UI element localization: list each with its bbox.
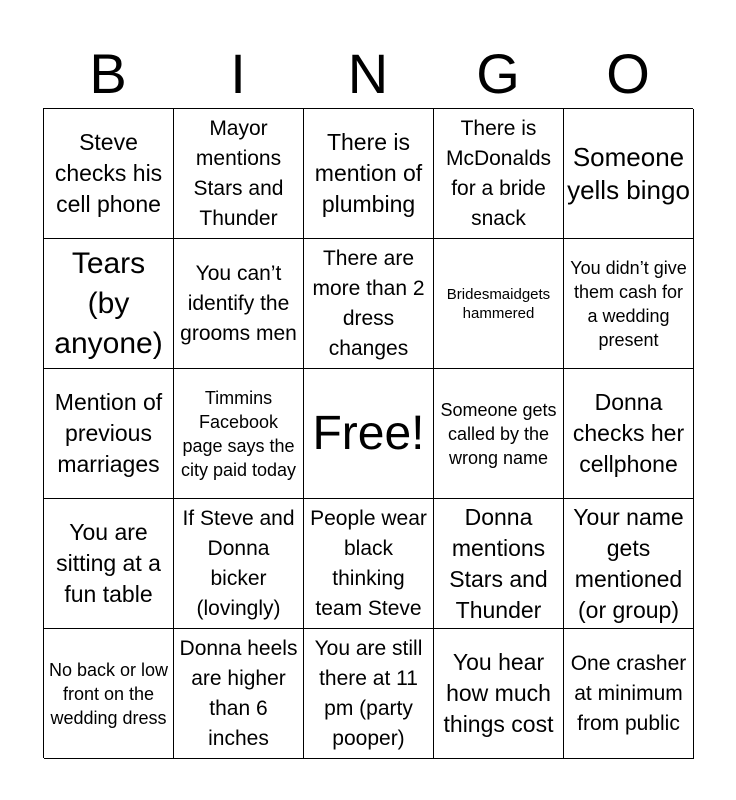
bingo-header <box>43 40 693 108</box>
bingo-cell-text: Someone yells bingo <box>567 141 690 205</box>
header-letter-o: O <box>606 42 650 105</box>
free-space-cell[interactable] <box>304 369 434 499</box>
bingo-cell-text: Free! <box>312 406 425 460</box>
bingo-cell-text: No back or low front on the wedding dress <box>48 659 169 728</box>
bingo-cell-text: Timmins Facebook page says the city paid today <box>180 387 297 480</box>
bingo-cell-text: You are still there at 11 pm (party pooper) <box>314 636 423 750</box>
bingo-cell[interactable] <box>174 239 304 369</box>
bingo-cell[interactable] <box>434 239 564 369</box>
header-letter-b: B <box>89 42 127 105</box>
bingo-cell-text: You didn’t give them cash for a wedding present <box>570 257 687 350</box>
bingo-cell[interactable] <box>174 499 304 629</box>
bingo-cell[interactable] <box>174 629 304 759</box>
bingo-cell-text: Bridesmaidgets hammered <box>446 285 551 322</box>
header-letter-n: N <box>347 42 389 105</box>
bingo-cell[interactable] <box>564 239 694 369</box>
bingo-cell[interactable] <box>44 109 174 239</box>
bingo-cell[interactable] <box>174 369 304 499</box>
bingo-cell-text: If Steve and Donna bicker (lovingly) <box>182 506 295 620</box>
bingo-board <box>43 108 693 758</box>
bingo-cell-text: Tears (by anyone) <box>54 246 163 360</box>
bingo-cell[interactable] <box>44 239 174 369</box>
bingo-cell[interactable] <box>564 109 694 239</box>
bingo-cell-text: There are more than 2 dress changes <box>312 246 425 360</box>
bingo-cell-text: Mayor mentions Stars and Thunder <box>193 116 284 230</box>
bingo-cell[interactable] <box>44 499 174 629</box>
bingo-cell[interactable] <box>304 109 434 239</box>
bingo-cell[interactable] <box>434 369 564 499</box>
bingo-cell-text: You hear how much things cost <box>443 649 554 737</box>
bingo-cell-text: Mention of previous marriages <box>54 389 163 477</box>
bingo-cell-text: One crasher at minimum from public <box>570 651 687 735</box>
bingo-cell[interactable] <box>304 629 434 759</box>
bingo-cell[interactable] <box>44 369 174 499</box>
bingo-cell[interactable] <box>304 499 434 629</box>
bingo-cell[interactable] <box>564 629 694 759</box>
bingo-cell[interactable] <box>304 239 434 369</box>
bingo-cell-text: Steve checks his cell phone <box>54 129 163 217</box>
bingo-cell-text: Someone gets called by the wrong name <box>440 399 557 468</box>
bingo-cell-text: There is mention of plumbing <box>314 129 423 217</box>
bingo-cell[interactable] <box>434 499 564 629</box>
bingo-cell-text: Donna heels are higher than 6 inches <box>179 636 298 750</box>
header-letter-i: I <box>230 42 246 105</box>
bingo-cell-text: Donna mentions Stars and Thunder <box>449 503 548 623</box>
bingo-cell-text: You can’t identify the grooms men <box>180 261 297 345</box>
header-letter-g: G <box>476 42 520 105</box>
bingo-cell-text: You are sitting at a fun table <box>56 519 161 607</box>
bingo-cell-text: People wear black thinking team Steve <box>310 506 427 620</box>
bingo-cell-text: Donna checks her cellphone <box>572 389 685 477</box>
bingo-cell-text: There is McDonalds for a bride snack <box>445 116 552 230</box>
bingo-cell[interactable] <box>174 109 304 239</box>
bingo-cell[interactable] <box>434 629 564 759</box>
bingo-cell[interactable] <box>564 499 694 629</box>
bingo-cell[interactable] <box>434 109 564 239</box>
bingo-cell[interactable] <box>44 629 174 759</box>
bingo-cell-text: Your name gets mentioned (or group) <box>573 503 684 623</box>
bingo-cell[interactable] <box>564 369 694 499</box>
